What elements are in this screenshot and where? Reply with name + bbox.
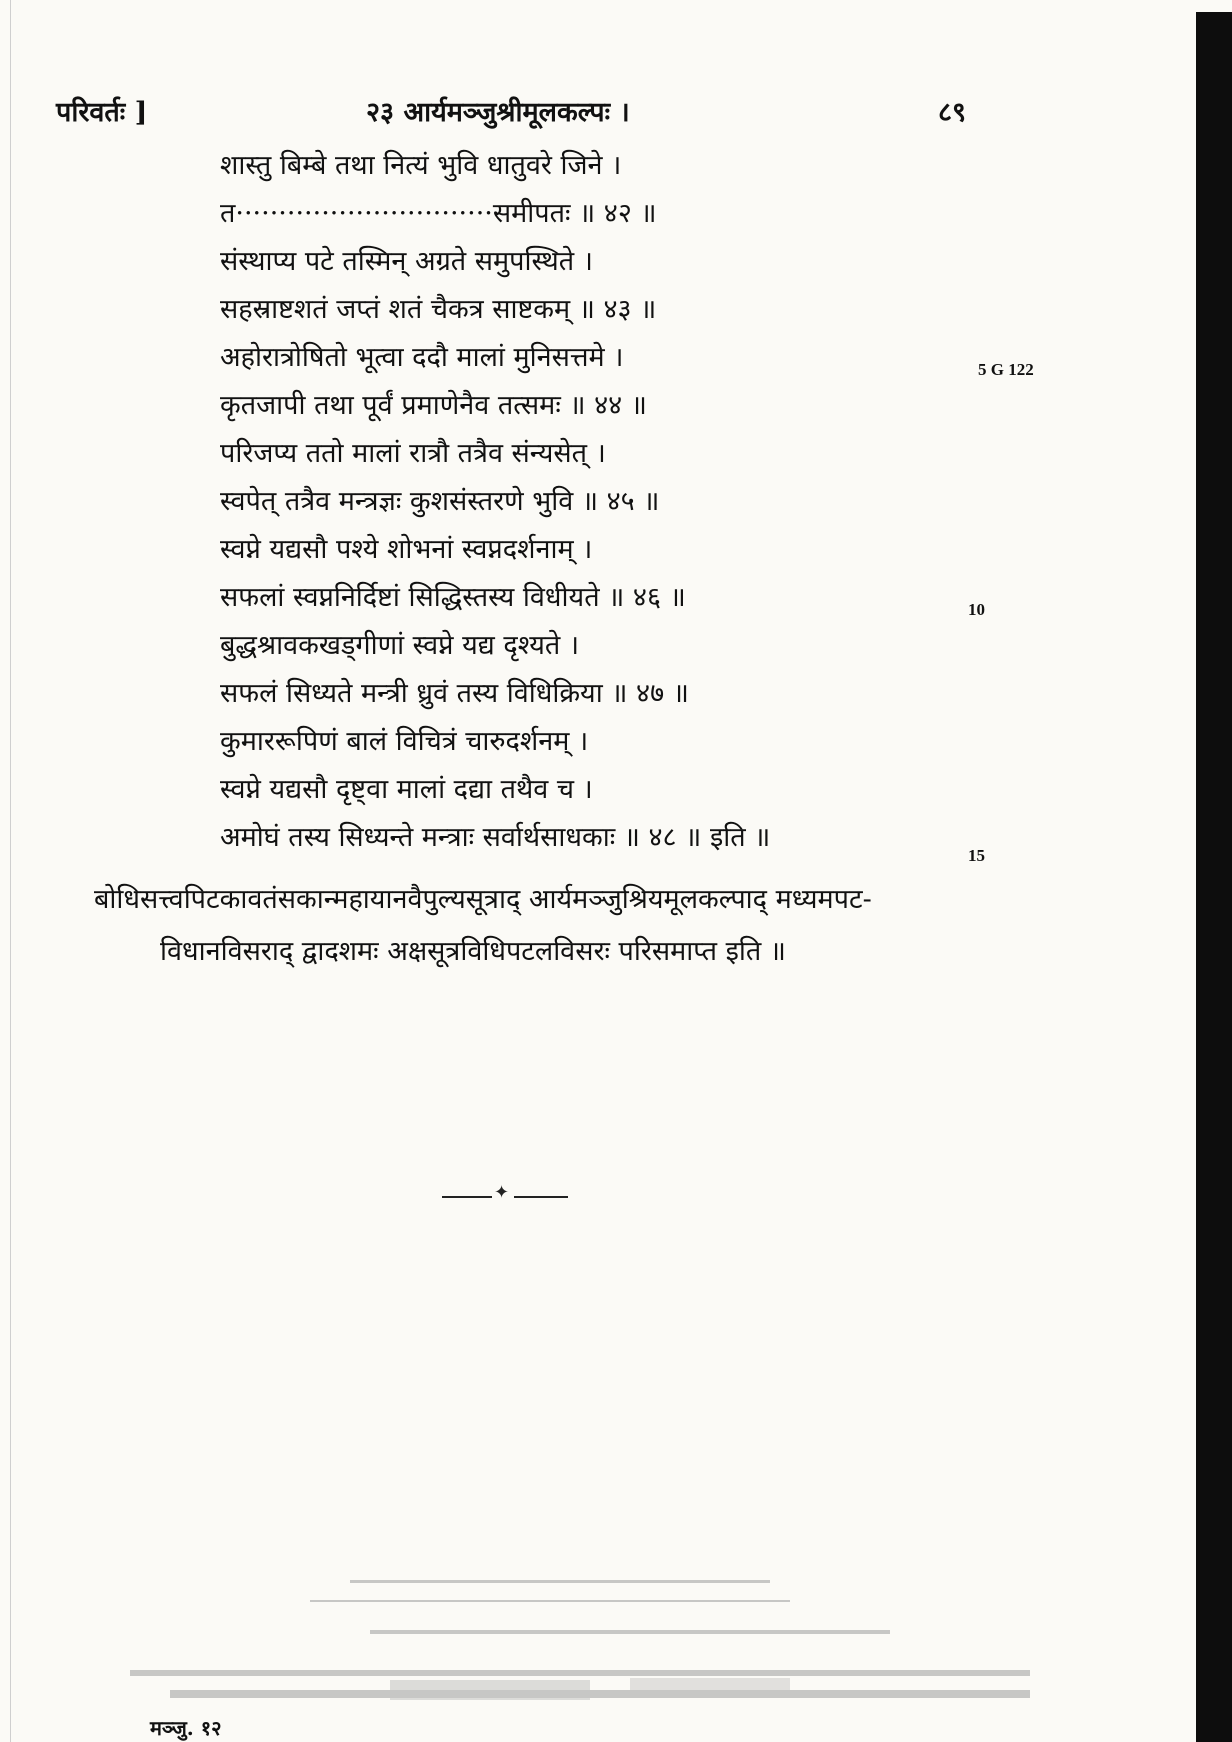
page-number: ८९ (938, 97, 967, 128)
verse-line: अहोरात्रोषितो भूत्वा ददौ मालां मुनिसत्तमे । (220, 342, 624, 373)
printer-signature: मञ्जु. १२ (150, 1716, 222, 1740)
header-running-title: २३ आर्यमञ्जुश्रीमूलकल्पः । (366, 97, 630, 128)
margin-reference: 5 G 122 (978, 360, 1034, 379)
verse-line: संस्थाप्य पटे तस्मिन् अग्रते समुपस्थिते । (220, 246, 593, 277)
colophon-line: विधानविसराद् द्वादशमः अक्षसूत्रविधिपटलविसरः परिसमाप्त इति ॥ (160, 936, 786, 967)
verse-line: सफलं सिध्यते मन्त्री ध्रुवं तस्य विधिक्रिया ॥ ४७ ॥ (220, 678, 689, 709)
bleed-through-noise (10, 1560, 1190, 1720)
verse-line: कृतजापी तथा पूर्वं प्रमाणेनैव तत्समः ॥ ४४ ॥ (220, 390, 647, 421)
margin-line-number: 10 (968, 600, 985, 619)
verse-line: कुमाररूपिणं बालं विचित्रं चारुदर्शनम् । (220, 726, 589, 757)
verse-line: त······························समीपतः ॥ ४२ ॥ (220, 198, 657, 229)
header-section-label: परिवर्तः ] (56, 97, 148, 128)
margin-line-number: 15 (968, 846, 985, 865)
verse-line: शास्तु बिम्बे तथा नित्यं भुवि धातुवरे जिने । (220, 150, 622, 181)
verse-line: बुद्धश्रावकखड्गीणां स्वप्ने यद्य दृश्यते । (220, 630, 580, 661)
ornament-rule-left (442, 1196, 492, 1198)
section-end-ornament (442, 1182, 568, 1204)
verse-line: स्वपेत् तत्रैव मन्त्रज्ञः कुशसंस्तरणे भुवि ॥ ४५ ॥ (220, 486, 660, 517)
verse-line: अमोघं तस्य सिध्यन्ते मन्त्राः सर्वार्थसाधकाः ॥ ४८ ॥ इति ॥ (220, 822, 771, 853)
verse-line: परिजप्य ततो मालां रात्रौ तत्रैव संन्यसेत् । (220, 438, 606, 469)
ornament-rule-right (514, 1196, 568, 1198)
verse-line: स्वप्ने यद्यसौ दृष्ट्वा मालां दद्या तथैव च । (220, 774, 593, 805)
verse-line: सहस्राष्टशतं जप्तं शतं चैकत्र साष्टकम् ॥ ४३ ॥ (220, 294, 657, 325)
page-left-edge (10, 0, 11, 1742)
ornament-glyph: ✦ (494, 1182, 510, 1203)
colophon-line: बोधिसत्त्वपिटकावतंसकान्महायानवैपुल्यसूत्राद् आर्यमञ्जुश्रियमूलकल्पाद् मध्यमपट- (94, 884, 872, 915)
verse-line: सफलां स्वप्ननिर्दिष्टां सिद्धिस्तस्य विधीयते ॥ ४६ ॥ (220, 582, 686, 613)
verse-line: स्वप्ने यद्यसौ पश्ये शोभनां स्वप्नदर्शनाम् । (220, 534, 593, 565)
scan-binding-shadow (1196, 12, 1232, 1742)
